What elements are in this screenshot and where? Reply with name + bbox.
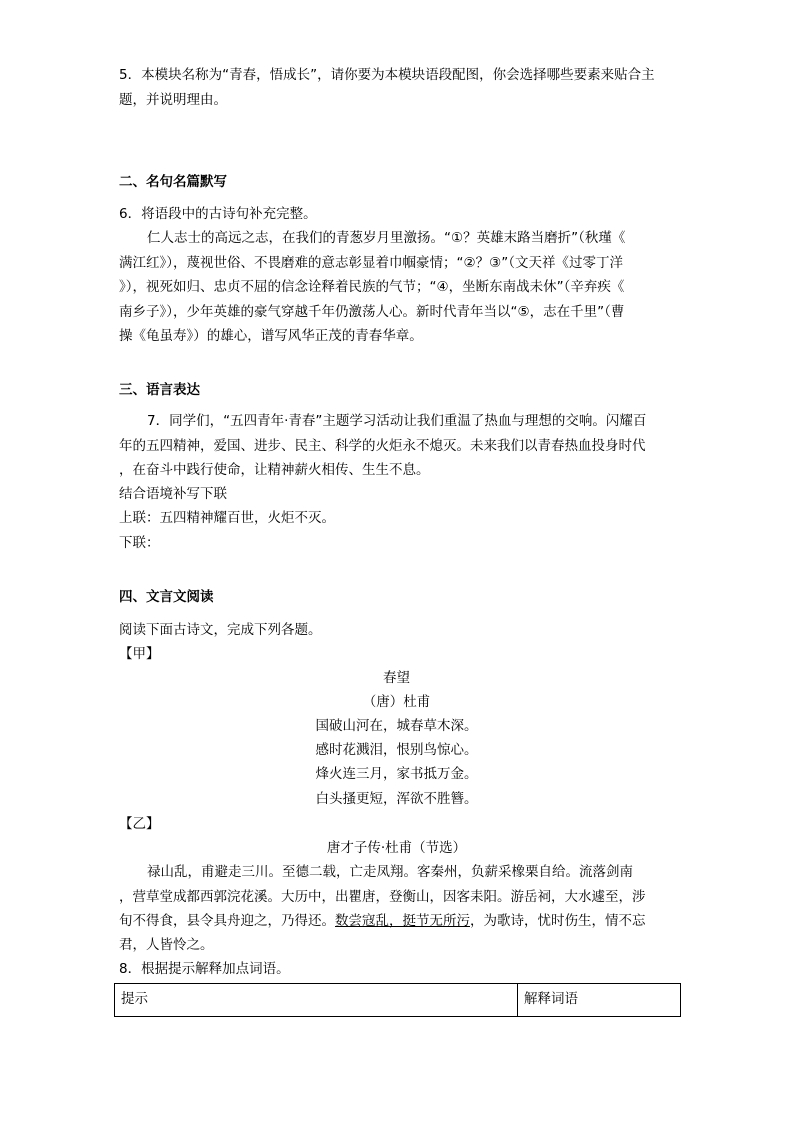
table-header-explain: 解释词语: [524, 991, 578, 1007]
reading-intro: 阅读下面古诗文，完成下列各题。: [119, 622, 322, 638]
poem-line: 国破山河在，城春草木深。: [315, 718, 478, 734]
q5-line2: 题，并说明理由。: [119, 92, 227, 108]
prose-title: 唐才子传·杜甫（节选）: [326, 840, 467, 856]
q7-line3: ，在奋斗中践行使命，让精神薪火相传、生生不息。: [119, 462, 430, 478]
q7-lower-couplet: 下联：: [119, 535, 160, 551]
poem-line: 白头搔更短，浑欲不胜簪。: [315, 791, 478, 807]
section-heading-4: 四、文言文阅读: [119, 589, 214, 605]
q8-title: 8．根据提示解释加点词语。: [119, 961, 290, 977]
q7-upper-couplet: 上联：五四精神耀百世，火炬不灭。: [119, 510, 335, 526]
section-heading-3: 三、语言表达: [119, 382, 200, 398]
q6-para-line2: 满江红》），蔑视世俗、不畏磨难的意志彰显着巾帼豪情；“②？③”（文天祥《过零丁洋: [119, 255, 623, 271]
q7-line1: 7．同学们，“五四青年·青春”主题学习活动让我们重温了热血与理想的交响。闪耀百: [147, 413, 647, 429]
q6-para-line1: 仁人志士的高远之志，在我们的青葱岁月里激扬。“①？英雄末路当磨折”（秋瑾《: [147, 230, 626, 246]
table-header-hint: 提示: [115, 984, 518, 1016]
prose-line3-end: ，为歌诗，忧时伤生，情不忘: [470, 913, 646, 929]
prose-line4: 君，人皆怜之。: [119, 937, 214, 953]
section-heading-2: 二、名句名篇默写: [119, 174, 227, 190]
poem-line: 烽火连三月，家书抵万金。: [315, 766, 478, 782]
prose-line3-start: 旬不得食，县令具舟迎之，乃得还。: [119, 913, 335, 929]
label-jia: 【甲】: [119, 646, 160, 662]
q6-title: 6．将语段中的古诗句补充完整。: [119, 206, 317, 222]
prose-underlined-sentence: 数尝寇乱，挺节无所污: [335, 913, 470, 929]
poem-line: 感时花溅泪，恨别鸟惊心。: [315, 742, 478, 758]
q6-para-line4: 南乡子》），少年英雄的豪气穿越千年仍激荡人心。新时代青年当以“⑤，志在千里”（曹: [119, 304, 625, 320]
prose-line3: [119, 911, 646, 931]
prose-line2: ，营草堂成都西郭浣花溪。大历中，出瞿唐，登衡山，因客耒阳。游岳祠，大水遽至，涉: [119, 889, 646, 905]
q6-para-line5: 操《龟虽寿》）的雄心，谱写风华正茂的青春华章。: [119, 328, 423, 344]
q8-table: [114, 983, 681, 1017]
q7-instruction: 结合语境补写下联: [119, 486, 227, 502]
poem-title: 春望: [383, 670, 410, 686]
prose-line1: 禄山乱，甫避走三川。至德二载，亡走凤翔。客秦州，负薪采橡栗自给。流落剑南: [147, 864, 633, 880]
label-yi: 【乙】: [119, 816, 160, 832]
q6-para-line3: 》），视死如归、忠贞不屈的信念诠释着民族的气节；“④，坐断东南战未休”（辛弃疾《: [119, 279, 625, 295]
q5-line1: 5．本模块名称为“青春，悟成长”，请你要为本模块语段配图，你会选择哪些要素来贴合主: [119, 67, 655, 83]
poem-author: （唐）杜甫: [362, 694, 431, 710]
q7-line2: 年的五四精神，爱国、进步、民主、科学的火炬永不熄灭。未来我们以青春热血投身时代: [119, 438, 646, 454]
